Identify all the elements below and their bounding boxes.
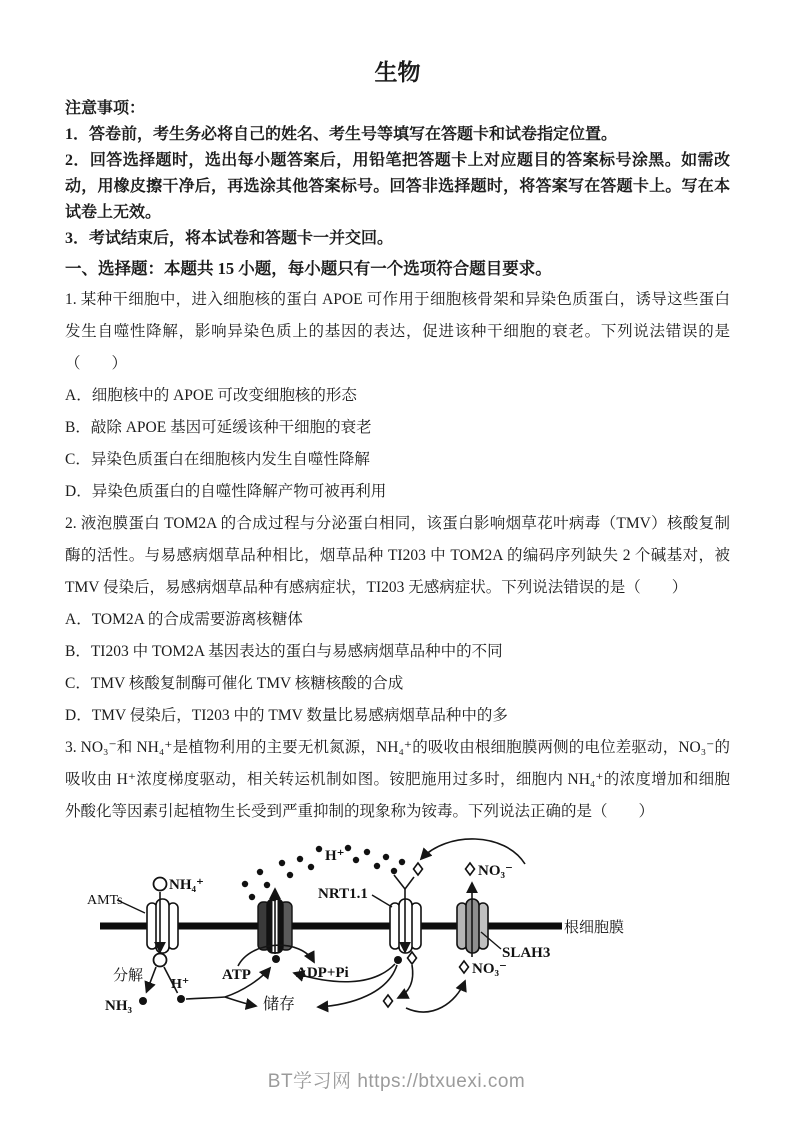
nrt-label: NRT1.1 [318,886,368,902]
question-1-stem: 1. 某种干细胞中，进入细胞核的蛋白 APOE 可作用于细胞核骨架和异染色质蛋白，诱导这些蛋白发生自噬性降解，影响异染色质上的基因的表达，促进该种干细胞的衰老。下列说法错误的是（ ） [65,291,730,372]
note-item-1: 1．答卷前，考生务必将自己的姓名、考生号等填写在答题卡和试卷指定位置。 [65,126,618,143]
nitrogen-transport-diagram [75,828,635,1042]
nh3-label: NH₃ [105,998,132,1014]
decompose-arrow-nh3 [147,967,157,992]
question-2 [65,508,730,732]
no3-down-arrow [398,965,413,998]
h-arc-label: H⁺ [325,848,345,864]
note-item-3: 3．考试结束后，将本试卷和答题卡一并交回。 [65,230,394,247]
question-2-option-a: A．TOM2A 的合成需要游离核糖体 [65,611,303,628]
y-receptor-right-arm [405,877,414,889]
question-3-stem: 3. NO₃⁻和 NH₄⁺是植物利用的主要无机氮源，NH₄⁺的吸收由根细胞膜两侧的电位差驱动，NO₃⁻的吸收由 H⁺浓度梯度驱动，相关转运机制如图。铵肥施用过多时，细胞内 NH₄⁺的浓度增加和细胞外酸化等因素引起植物生长受到严重抑制的现象称为铵毒。下列说法正确的是（ ） [65,739,730,820]
store-label: 储存 [263,996,296,1013]
question-2-option-b: B．TI203 中 TOM2A 基因表达的蛋白与易感病烟草品种中的不同 [65,643,503,660]
no3-top-label: NO₃⁻ [478,863,513,879]
h-flow-line [186,997,225,999]
nh4-ion-inside [154,954,167,967]
h-to-store-arrow [225,997,256,1006]
watermark-footer: BT学习网 https://btxuexi.com [267,1071,526,1092]
question-1-option-a: A．细胞核中的 APOE 可改变细胞核的形态 [65,387,357,404]
h-dot-left [177,995,185,1003]
question-3 [65,732,730,828]
page-content [65,58,730,1042]
notes-section [65,96,730,252]
decompose-label: 分解 [113,968,144,984]
section-heading: 一、选择题：本题共 15 小题，每小题只有一个选项符合题目要求。 [65,259,552,278]
no3-diamond-above-slah3 [466,863,475,875]
note-item-2: 2．回答选择题时，选出每小题答案后，用铅笔把答题卡上对应题目的答案标号涂黑。如需改动，用橡皮擦干净后，再选涂其他答案标号。回答非选择题时，将答案写在答题卡上。写在本试卷上无效。 [65,152,730,221]
nh4-label: NH₄⁺ [169,877,204,893]
no3-diamond-below-slah3 [460,961,469,973]
notes-heading: 注意事项： [65,100,146,117]
no3-diamond-on-receptor [414,863,423,875]
nh4-ion-outside [154,878,167,891]
h-dot-below-pump [272,955,280,963]
question-1-option-b: B．敲除 APOE 基因可延缓该种干细胞的衰老 [65,419,372,436]
question-1-option-d: D．异染色质蛋白的自噬性降解产物可被再利用 [65,483,387,500]
page-title: 生物 [374,60,421,85]
h-left-label: H⁺ [171,977,190,992]
question-2-stem: 2. 液泡膜蛋白 TOM2A 的合成过程与分泌蛋白相同，该蛋白影响烟草花叶病毒（TMV）核酸复制酶的活性。与易感病烟草品种相比，烟草品种 TI203 中 TOM2A 的编码序列缺失 2 个碱基对，被 TMV 侵染后，易感病烟草品种有感病症状，TI203 无感病症状。下列说法错误的是（ ） [65,515,730,596]
amts-channel [147,899,178,953]
slah3-label: SLAH3 [502,945,551,961]
no3-recycle-arrow [421,839,525,864]
y-receptor-left-arm [394,875,405,889]
amts-label: AMTs [87,893,123,908]
nrt-pointer-line [372,895,392,907]
question-1-option-c: C．异染色质蛋白在细胞核内发生自噬性降解 [65,451,370,468]
membrane-label: 根细胞膜 [564,920,625,936]
h-dot-below-nrt [394,956,402,964]
no3-diamond-cytoplasm [384,995,393,1007]
atp-label: ATP [222,967,251,983]
no3-diamond-below-nrt [408,952,417,964]
no3-bottom-label: NO₃⁻ [472,961,507,977]
question-1 [65,284,730,508]
no3-to-slah3-arrow [406,981,465,1012]
question-2-option-c: C．TMV 核酸复制酶可催化 TMV 核糖核酸的合成 [65,675,404,692]
adp-label: ADP+Pi [296,965,349,981]
nh3-dot [139,997,147,1005]
question-2-option-d: D．TMV 侵染后，TI203 中的 TMV 数量比易感病烟草品种中的多 [65,707,508,724]
